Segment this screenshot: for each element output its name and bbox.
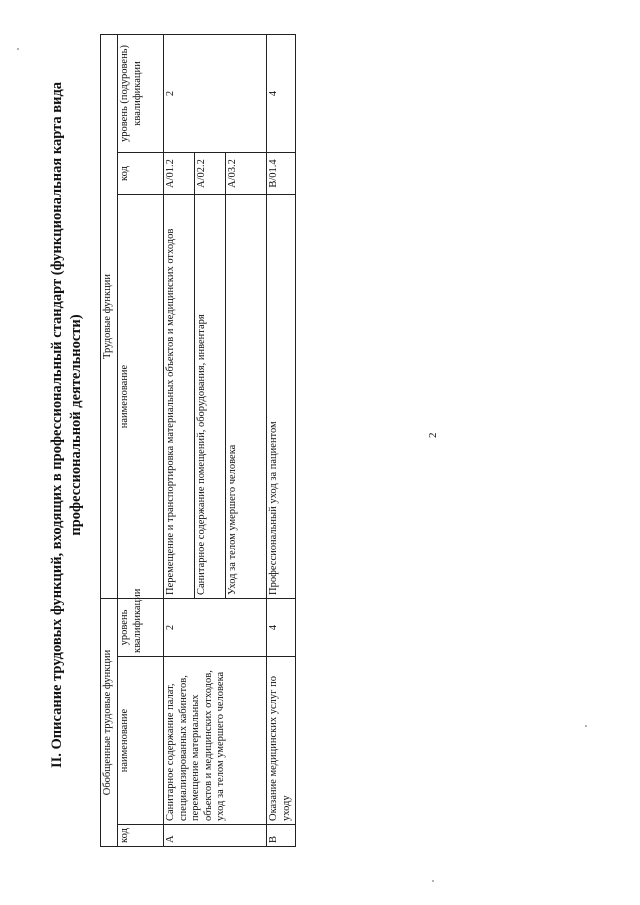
- header-labor-name: наименование: [118, 195, 164, 599]
- header-name: наименование: [118, 657, 164, 825]
- header-sublevel: уровень (подуровень) квалификации: [118, 34, 164, 152]
- table-row: [267, 34, 296, 846]
- labor-function-code: В/01.4: [267, 153, 296, 195]
- generalized-code: В: [267, 825, 296, 847]
- labor-function-name: Уход за телом умершего человека: [226, 195, 267, 599]
- page-number: 2: [427, 432, 439, 438]
- functions-table: [100, 34, 296, 847]
- header-labor-code: код: [118, 153, 164, 195]
- labor-function-code: А/02.2: [195, 153, 226, 195]
- header-code: код: [118, 825, 164, 847]
- labor-function-name: Перемещение и транспортировка материальных объектов и медицинских отходов: [164, 195, 195, 599]
- labor-function-code: А/03.2: [226, 153, 267, 195]
- labor-function-name: Санитарное содержание помещений, оборудования, инвентаря: [195, 195, 226, 599]
- header-generalized-functions: Обобщенные трудовые функции: [101, 599, 118, 847]
- title-line-1: II. Описание трудовых функций, входящих в профессиональный стандарт (функциональная карта вида: [49, 81, 65, 769]
- header-qualification-level: уровень квалификации: [118, 599, 164, 657]
- header-labor-functions: Трудовые функции: [101, 34, 118, 598]
- generalized-level: 4: [267, 599, 296, 657]
- labor-function-sublevel: 2: [164, 34, 267, 152]
- labor-function-sublevel: 4: [267, 34, 296, 152]
- section-title: [48, 25, 86, 825]
- generalized-name: Санитарное содержание палат, специализированных кабинетов, перемещение материальных объектов и медицинских отходов, уход за телом умершего человека: [164, 657, 267, 825]
- generalized-name: Оказание медицинских услуг по уходу: [267, 657, 296, 825]
- generalized-code: А: [164, 825, 267, 847]
- generalized-level: 2: [164, 599, 267, 657]
- title-line-2: профессиональной деятельности): [68, 314, 84, 536]
- labor-function-name: Профессиональный уход за пациентом: [267, 195, 296, 599]
- table-row: [164, 34, 195, 846]
- labor-function-code: А/01.2: [164, 153, 195, 195]
